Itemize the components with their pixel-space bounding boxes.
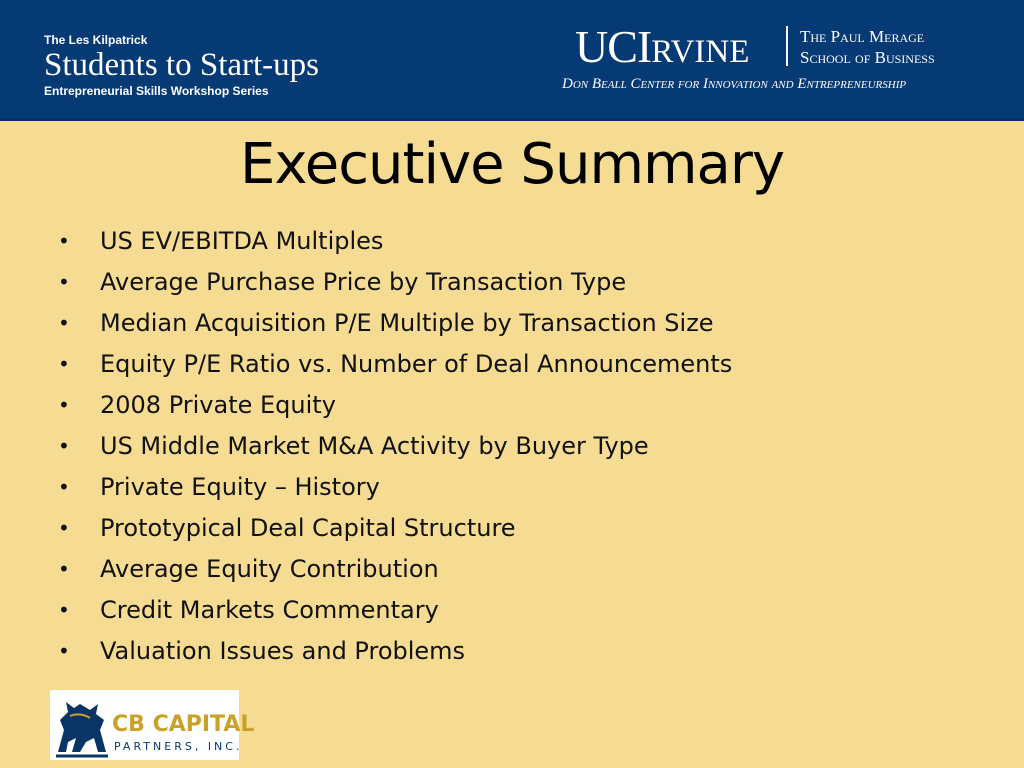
bullet-text: Credit Markets Commentary — [100, 595, 439, 624]
bullet-icon: • — [58, 638, 70, 663]
bullet-text: Equity P/E Ratio vs. Number of Deal Announcements — [100, 349, 733, 378]
bullet-text: US EV/EBITDA Multiples — [100, 226, 384, 255]
bullet-text: Valuation Issues and Problems — [100, 636, 466, 665]
uci-logo-uc: UCI — [575, 21, 652, 72]
bullet-text: Prototypical Deal Capital Structure — [100, 513, 516, 542]
list-item — [58, 343, 732, 384]
list-item — [58, 425, 732, 466]
list-item — [58, 589, 732, 630]
list-item — [58, 220, 732, 261]
bullet-icon: • — [58, 597, 70, 622]
list-item — [58, 302, 732, 343]
bullet-icon: • — [58, 474, 70, 499]
header-banner — [0, 0, 1024, 121]
series-subtitle: Entrepreneurial Skills Workshop Series — [44, 84, 269, 98]
cb-capital-logo — [50, 690, 255, 760]
bullet-icon: • — [58, 515, 70, 540]
bullet-icon: • — [58, 310, 70, 335]
bullet-icon: • — [58, 228, 70, 253]
list-item — [58, 507, 732, 548]
list-item — [58, 630, 732, 671]
school-name-line2: School of Business — [800, 48, 935, 67]
center-name: Don Beall Center for Innovation and Entrepreneurship — [562, 76, 907, 92]
bullet-text: US Middle Market M&A Activity by Buyer Type — [100, 431, 649, 460]
bullet-text: Average Equity Contribution — [100, 554, 439, 583]
bullet-text: 2008 Private Equity — [100, 390, 336, 419]
series-title: Students to Start-ups — [44, 47, 320, 83]
bullet-icon: • — [58, 269, 70, 294]
school-name-line1: The Paul Merage — [800, 27, 925, 46]
series-sponsor: The Les Kilpatrick — [44, 33, 148, 47]
list-item — [58, 548, 732, 589]
bullet-list — [58, 220, 732, 671]
school-name — [800, 26, 935, 68]
cb-logo-sub: PARTNERS, INC. — [114, 740, 243, 753]
slide-title: Executive Summary — [239, 132, 785, 197]
list-item — [58, 261, 732, 302]
bullet-icon: • — [58, 392, 70, 417]
cb-logo-name: CB CAPITAL — [112, 712, 255, 737]
bullet-text: Private Equity – History — [100, 472, 380, 501]
bullet-icon: • — [58, 556, 70, 581]
bullet-icon: • — [58, 433, 70, 458]
bull-icon — [50, 690, 112, 760]
bullet-text: Average Purchase Price by Transaction Type — [100, 267, 627, 296]
uci-logo — [575, 22, 749, 72]
bullet-icon: • — [58, 351, 70, 376]
uci-logo-irvine: RVINE — [651, 34, 750, 70]
bullet-text: Median Acquisition P/E Multiple by Transaction Size — [100, 308, 714, 337]
list-item — [58, 466, 732, 507]
logo-divider — [786, 26, 788, 66]
list-item — [58, 384, 732, 425]
